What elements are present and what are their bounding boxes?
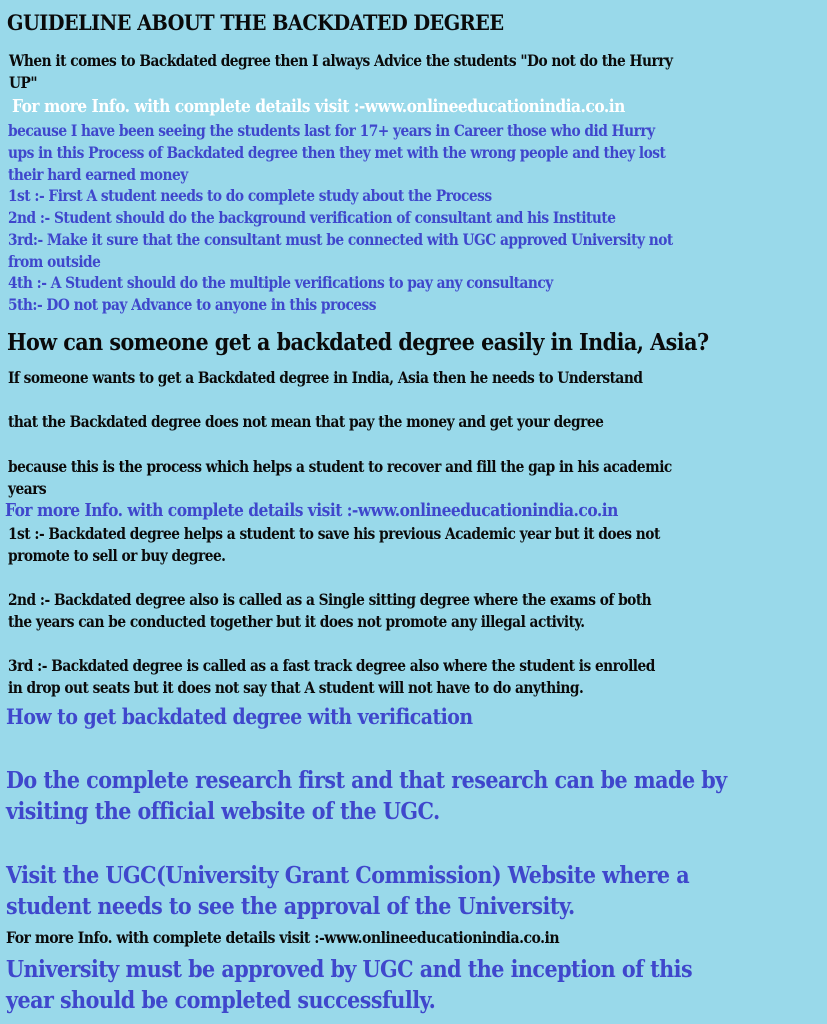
section3-heading: How to get backdated degree with verification — [6, 704, 473, 729]
reason-line-1: because I have been seeing the students last for 17+ years in Career those who did Hurry — [8, 121, 655, 140]
step-3-continued: from outside — [8, 252, 101, 271]
section3-para-1-line-1: Do the complete research first and that research can be made by — [6, 767, 727, 794]
section3-para-3-line-2: year should be completed successfully. — [6, 987, 436, 1014]
section3-para-3-line-1: University must be approved by UGC and the inception of this — [6, 956, 693, 983]
info-link-3[interactable]: For more Info. with complete details visit :-www.onlineeducationindia.co.in — [6, 928, 560, 947]
intro-line-2: UP" — [9, 73, 37, 92]
step-3: 3rd:- Make it sure that the consultant must be connected with UGC approved University not — [8, 230, 673, 249]
section2-point-3-line-1: 3rd :- Backdated degree is called as a fast track degree also where the student is enrolled — [8, 656, 655, 675]
section2-para-2: that the Backdated degree does not mean that pay the money and get your degree — [8, 412, 604, 431]
section3-para-2-line-2: student needs to see the approval of the University. — [6, 893, 575, 920]
info-link-2[interactable]: For more Info. with complete details visit :-www.onlineeducationindia.co.in — [5, 500, 618, 521]
step-4: 4th :- A Student should do the multiple verifications to pay any consultancy — [8, 273, 553, 292]
step-5: 5th:- DO not pay Advance to anyone in this process — [8, 295, 377, 314]
section2-heading: How can someone get a backdated degree easily in India, Asia? — [7, 329, 709, 356]
step-1: 1st :- First A student needs to do complete study about the Process — [8, 186, 492, 205]
section2-point-2-line-2: the years can be conducted together but it does not promote any illegal activity. — [8, 612, 585, 631]
page-title: GUIDELINE ABOUT THE BACKDATED DEGREE — [7, 10, 504, 35]
section3-para-1-line-2: visiting the official website of the UGC. — [6, 798, 440, 825]
section2-para-1: If someone wants to get a Backdated degree in India, Asia then he needs to Understand — [8, 368, 643, 387]
info-link-1[interactable]: For more Info. with complete details visit :-www.onlineeducationindia.co.in — [12, 96, 625, 117]
section2-para-3-line-2: years — [8, 479, 47, 498]
section2-point-2-line-1: 2nd :- Backdated degree also is called as a Single sitting degree where the exams of both — [8, 590, 652, 609]
section3-para-2-line-1: Visit the UGC(University Grant Commission) Website where a — [6, 862, 690, 889]
section2-para-3-line-1: because this is the process which helps a student to recover and fill the gap in his academic — [8, 457, 672, 476]
reason-line-2: ups in this Process of Backdated degree then they met with the wrong people and they lost — [8, 143, 666, 162]
step-2: 2nd :- Student should do the background verification of consultant and his Institute — [8, 208, 616, 227]
section2-point-1-line-1: 1st :- Backdated degree helps a student to save his previous Academic year but it does not — [8, 524, 660, 543]
section2-point-3-line-2: in drop out seats but it does not say that A student will not have to do anything. — [8, 678, 584, 697]
section2-point-1-line-2: promote to sell or buy degree. — [8, 546, 226, 565]
intro-line-1: When it comes to Backdated degree then I always Advice the students "Do not do the Hurry — [9, 51, 673, 70]
reason-line-3: their hard earned money — [8, 165, 188, 184]
